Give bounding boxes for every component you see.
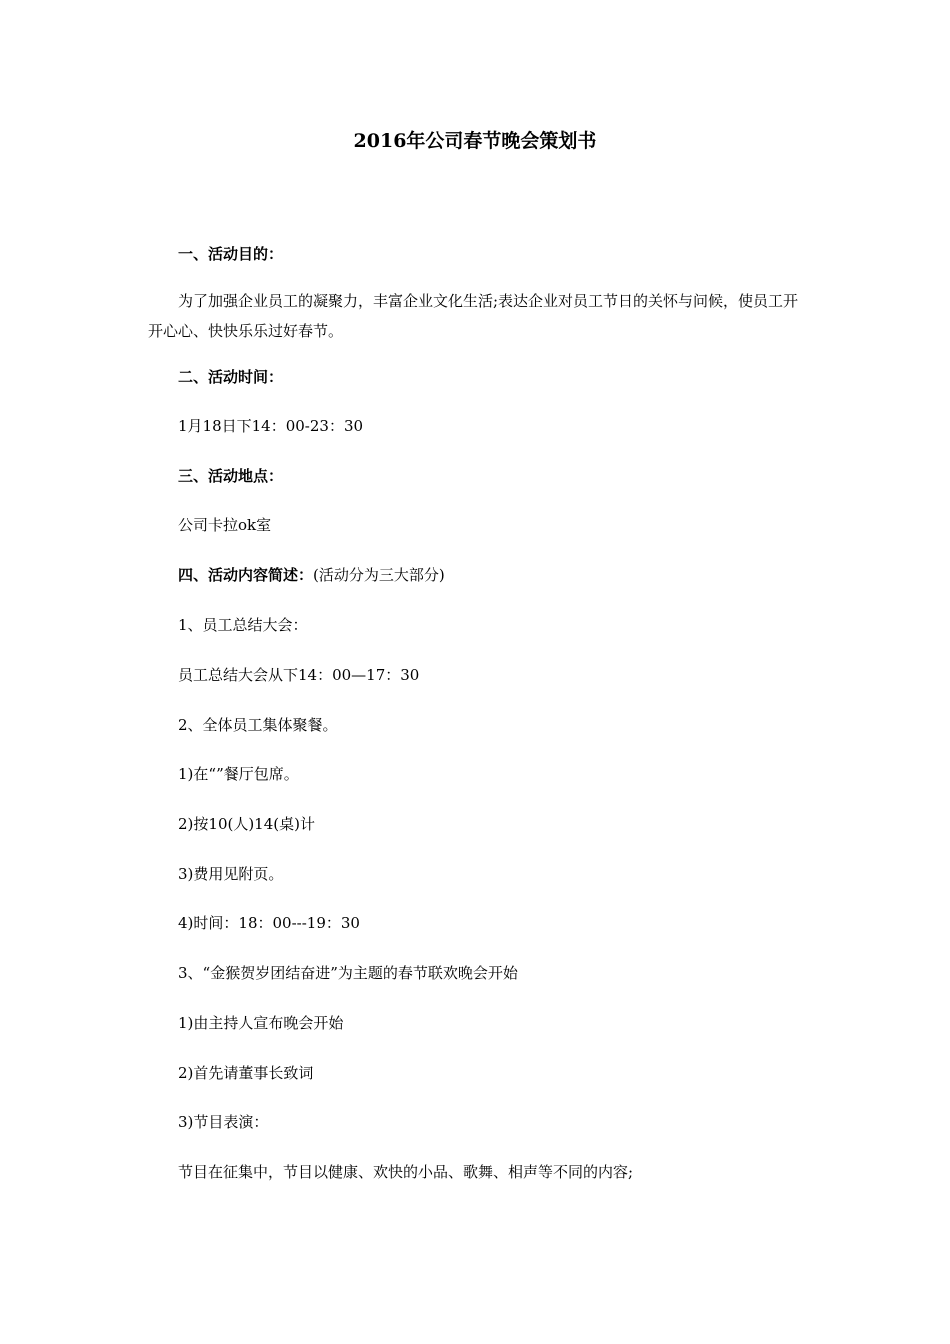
- content-line: 员工总结大会从下14：00—17：30: [178, 666, 420, 684]
- content-line: 1、员工总结大会：: [178, 616, 308, 634]
- content-line: 2)首先请董事长致词: [178, 1064, 314, 1082]
- content-line: 4)时间：18：00---19：30: [178, 914, 360, 932]
- content-line: 节目在征集中，节目以健康、欢快的小品、歌舞、相声等不同的内容;: [178, 1163, 634, 1181]
- section-heading-place: 三、活动地点：: [178, 467, 284, 485]
- content-line: 3)费用见附页。: [178, 865, 284, 883]
- content-line: 1)由主持人宣布晚会开始: [178, 1014, 344, 1032]
- content-line: 2、全体员工集体聚餐。: [178, 716, 338, 734]
- content-line: 3)节目表演：: [178, 1113, 269, 1131]
- place-text: 公司卡拉ok室: [178, 516, 272, 534]
- document-title: 2016年公司春节晚会策划书: [353, 130, 597, 152]
- section-heading-time: 二、活动时间：: [178, 368, 284, 386]
- time-text: 1月18日下14：00-23：30: [178, 417, 364, 435]
- section-heading-content: [178, 564, 445, 586]
- content-line: 3、“金猴贺岁团结奋进”为主题的春节联欢晚会开始: [178, 964, 518, 982]
- content-heading-note: (活动分为三大部分): [313, 566, 445, 584]
- purpose-paragraph: 为了加强企业员工的凝聚力，丰富企业文化生活;表达企业对员工节日的关怀与问候，使员工开开心心、快快乐乐过好春节。: [148, 292, 799, 340]
- content-heading-label: 四、活动内容简述：: [178, 566, 314, 584]
- content-line: 2)按10(人)14(桌)计: [178, 815, 315, 833]
- section-heading-purpose: 一、活动目的：: [178, 245, 284, 263]
- content-line: 1)在“”餐厅包席。: [178, 765, 299, 783]
